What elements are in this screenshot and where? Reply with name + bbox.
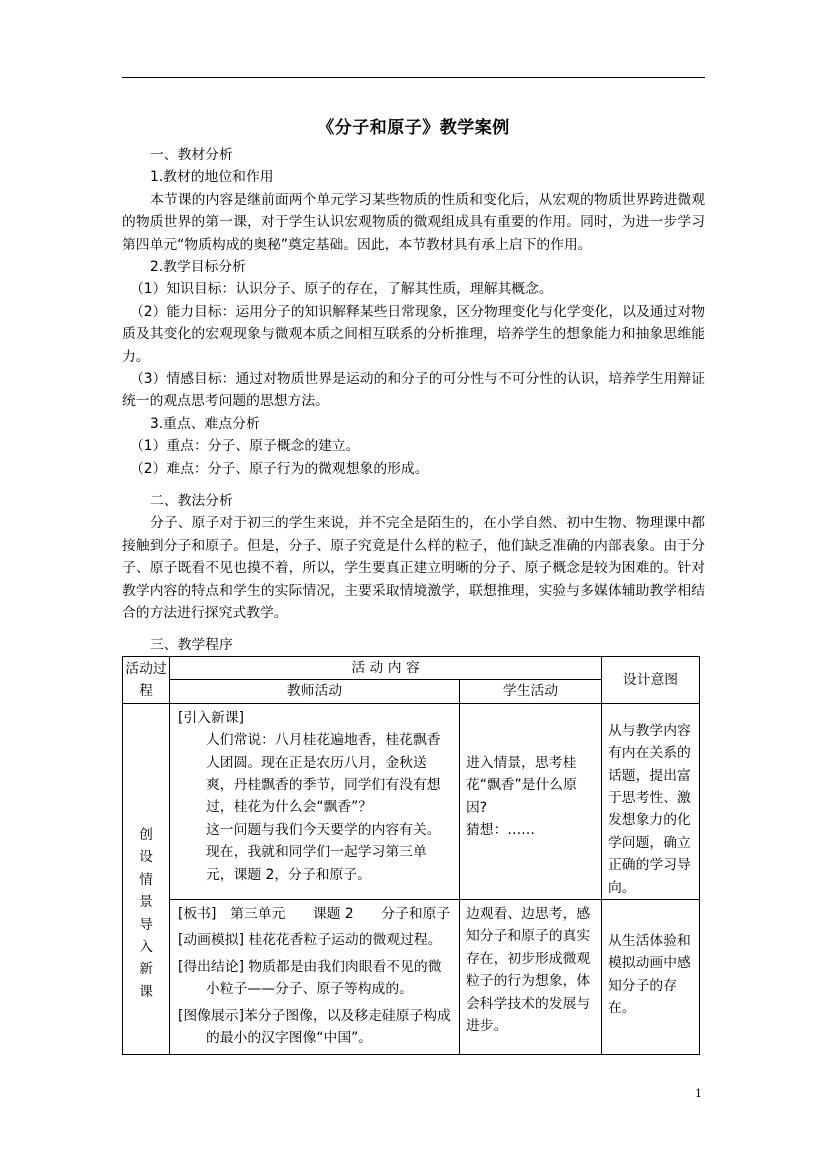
header-design: 设计意图 [602,657,700,704]
teacher-board [170,900,460,1054]
teaching-procedure-table [122,656,700,1055]
key-point: （1）重点：分子、原子概念的建立。 [130,438,360,455]
header-process: 活动过程 [123,657,170,704]
section-heading: 二、教法分析 [150,493,233,509]
teacher-intro [170,703,460,899]
page-number: 1 [695,1087,702,1100]
image-text: [图像展示]苯分子图像，以及移走硅原子构成的最小的汉字图像“中国”。 [178,1007,451,1047]
board-text: [板书] 第三单元 课题 2 分子和原子 [178,906,451,923]
header-teacher: 教师活动 [170,680,460,703]
subheading: 1.教材的地位和作用 [150,169,274,186]
design-intent-2: 从生活体验和模拟动画中感知分子的存在。 [602,900,700,1054]
student-text-2: 猜想：…… [466,822,535,839]
intro-text-1: 人们常说：八月桂花遍地香，桂花飘香人团圆。现在正是农历八月，金秋送爽，丹桂飘香的季节，同学们有没有想过，桂花为什么会“飘香”？ [206,732,441,816]
student-activity-2: 边观看、边思考，感知分子和原子的真实存在，初步形成微观粒子的行为想象，体会科学技术的发展与进步。 [460,900,602,1054]
page-title: 《分子和原子》教学案例 [317,118,510,138]
paragraph: 本节课的内容是继前面两个单元学习某些物质的性质和变化后，从宏观的物质世界跨进微观的物质世界的第一课，对于学生认识宏观物质的微观组成具有重要的作用。同时，为进一步学习第四单元“物质构成的奥秘”奠定基础。因此，本节教材具有承上启下的作用。 [122,191,705,253]
section-method-analysis [122,490,705,624]
subheading: 3.重点、难点分析 [150,415,260,432]
subheading: 2.教学目标分析 [150,259,246,276]
section-procedure [122,634,705,656]
goal-knowledge: （1）知识目标：认识分子、原子的存在，了解其性质，理解其概念。 [130,281,553,298]
process-label [123,703,170,1054]
header-content: 活 动 内 容 [170,657,602,680]
difficult-point: （2）难点：分子、原子行为的微观想象的形成。 [130,460,429,477]
design-intent-1: 从与教学内容有内在关系的话题，提出富于思考性、激发想象力的化学问题，确立正确的学习导向。 [602,703,700,899]
goal-emotion: （3）情感目标：通过对物质世界是运动的和分子的可分性与不可分性的认识，培养学生用辩证统一的观点思考问题的思想方法。 [122,371,705,410]
section-heading: 一、教材分析 [150,147,233,163]
goal-ability: （2）能力目标：运用分子的知识解释某些日常现象，区分物理变化与化学变化，以及通过对物质及其变化的宏观现象与微观本质之间相互联系的分析推理，培养学生的想象能力和抽象思维能力。 [122,303,705,365]
intro-tag: [引入新课] [178,709,244,726]
paragraph: 分子、原子对于初三的学生来说，并不完全是陌生的，在小学自然、初中生物、物理课中都接触到分子和原子。但是，分子、原子究竟是什么样的粒子，他们缺乏准确的内部表象。由于分子、原子既看不见也摸不着，所以，学生要真正建立明晰的分子、原子概念是较为困难的。针对教学内容的特点和学生的实际情况，主要采取情境激学，联想推理，实验与多媒体辅助教学相结合的方法进行探究式教学。 [122,515,705,622]
header-rule [122,77,705,78]
animation-text: [动画模拟] 桂花花香粒子运动的微观过程。 [178,932,442,949]
intro-text-2: 这一问题与我们今天要学的内容有关。现在，我就和同学们一起学习第三单元，课题 2，分子和原子。 [206,821,441,883]
student-activity-1 [460,703,602,899]
process-label-text: 创设情景导入新课 [139,827,153,1000]
header-student: 学生活动 [460,680,602,703]
section-material-analysis [122,144,705,480]
conclusion-text: [得出结论] 物质都是由我们肉眼看不见的微小粒子——分子、原子等构成的。 [178,958,442,998]
section-heading: 三、教学程序 [150,637,233,653]
student-text-1: 进入情景，思考桂花“飘香”是什么原因? [466,754,577,816]
